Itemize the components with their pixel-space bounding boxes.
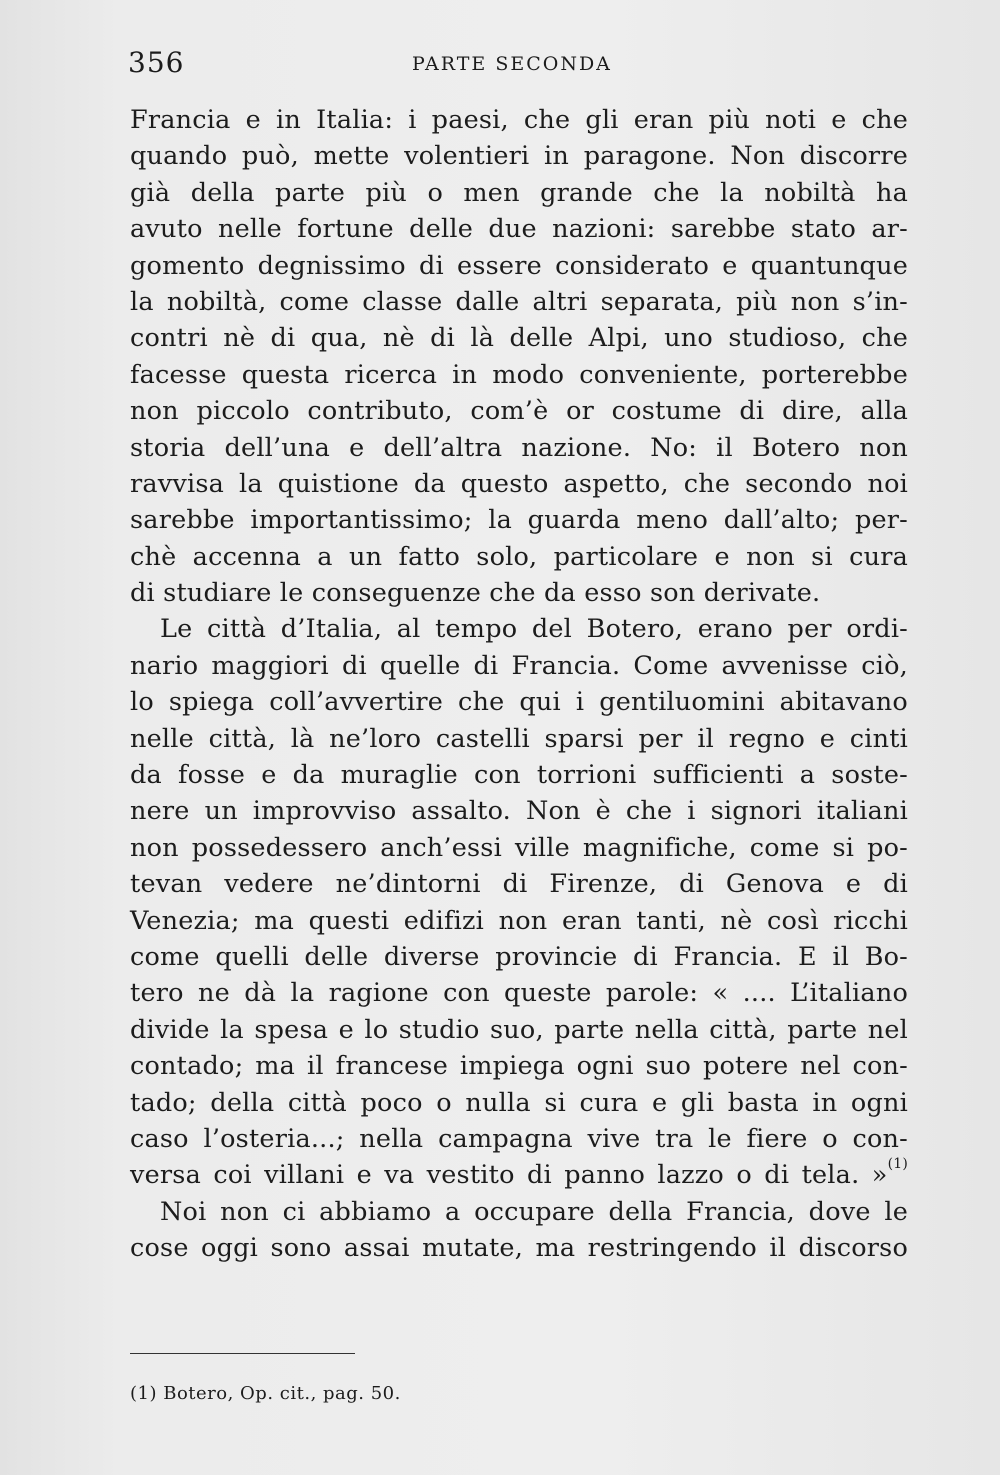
text-line: contri nè di qua, nè di là delle Alpi, uno studioso, che — [130, 323, 908, 354]
footnote-reference: (1) — [887, 1156, 908, 1173]
text-line: tado; della città poco o nulla si cura e gli basta in ogni — [130, 1087, 908, 1118]
running-head: PARTE SECONDA — [412, 53, 612, 75]
page-number: 356 — [128, 46, 185, 79]
page-header — [128, 46, 908, 86]
text-line: ravvisa la quistione da questo aspetto, che secondo noi — [130, 468, 908, 499]
text-line: non possedessero anch’essi ville magnifiche, come si po- — [130, 832, 908, 863]
text-line: tero ne dà la ragione con queste parole: « .... L’italiano — [130, 978, 908, 1009]
text-line: sarebbe importantissimo; la guarda meno dall’alto; per- — [130, 505, 908, 536]
footnote: (1) Botero, Op. cit., pag. 50. — [130, 1383, 401, 1404]
text-line: lo spiega coll’avvertire che qui i gentiluomini abitavano — [130, 687, 908, 718]
text-line: la nobiltà, come classe dalle altri separata, più non s’in- — [130, 286, 908, 317]
text-line: da fosse e da muraglie con torrioni sufficienti a soste- — [130, 760, 908, 791]
text-line: cose oggi sono assai mutate, ma restringendo il discorso — [130, 1233, 908, 1264]
text-line: facesse questa ricerca in modo conveniente, porterebbe — [130, 359, 908, 390]
body-text — [130, 102, 908, 1267]
text-line: nere un improvviso assalto. Non è che i signori italiani — [130, 796, 908, 827]
text-line-with-footnote-ref — [130, 1157, 908, 1193]
text-line: storia dell’una e dell’altra nazione. No: il Botero non — [130, 432, 908, 463]
text-line: di studiare le conseguenze che da esso son derivate. — [130, 578, 821, 609]
text-line: nelle città, là ne’loro castelli sparsi per il regno e cinti — [130, 723, 908, 754]
text-line: come quelli delle diverse provincie di Francia. E il Bo- — [130, 941, 908, 972]
footnote-divider — [130, 1353, 355, 1354]
text-line: non piccolo contributo, com’è or costume di dire, alla — [130, 396, 908, 427]
text-line: gomento degnissimo di essere considerato e quantunque — [130, 250, 908, 281]
text-line: quando può, mette volentieri in paragone. Non discorre — [130, 141, 908, 172]
text-line: già della parte più o men grande che la nobiltà ha — [130, 177, 908, 208]
text-line: contado; ma il francese impiega ogni suo potere nel con- — [130, 1051, 908, 1082]
paragraph-start-line: Noi non ci abbiamo a occupare della Francia, dove le — [160, 1196, 908, 1227]
text-line-content: versa coi villani e va vestito di panno lazzo o di tela. » — [130, 1160, 888, 1191]
text-line: nario maggiori di quelle di Francia. Come avvenisse ciò, — [130, 650, 908, 681]
text-line: avuto nelle fortune delle due nazioni: sarebbe stato ar- — [130, 214, 908, 245]
text-line: chè accenna a un fatto solo, particolare e non si cura — [130, 541, 908, 572]
text-line: divide la spesa e lo studio suo, parte nella città, parte nel — [130, 1014, 908, 1045]
text-line: caso l’osteria...; nella campagna vive tra le fiere o con- — [130, 1123, 908, 1154]
text-line: Francia e in Italia: i paesi, che gli eran più noti e che — [130, 105, 908, 135]
paragraph-start-line: Le città d’Italia, al tempo del Botero, erano per ordi- — [160, 614, 908, 645]
text-line: Venezia; ma questi edifizi non eran tanti, nè così ricchi — [130, 905, 908, 936]
text-line: tevan vedere ne’dintorni di Firenze, di Genova e di — [130, 869, 908, 900]
